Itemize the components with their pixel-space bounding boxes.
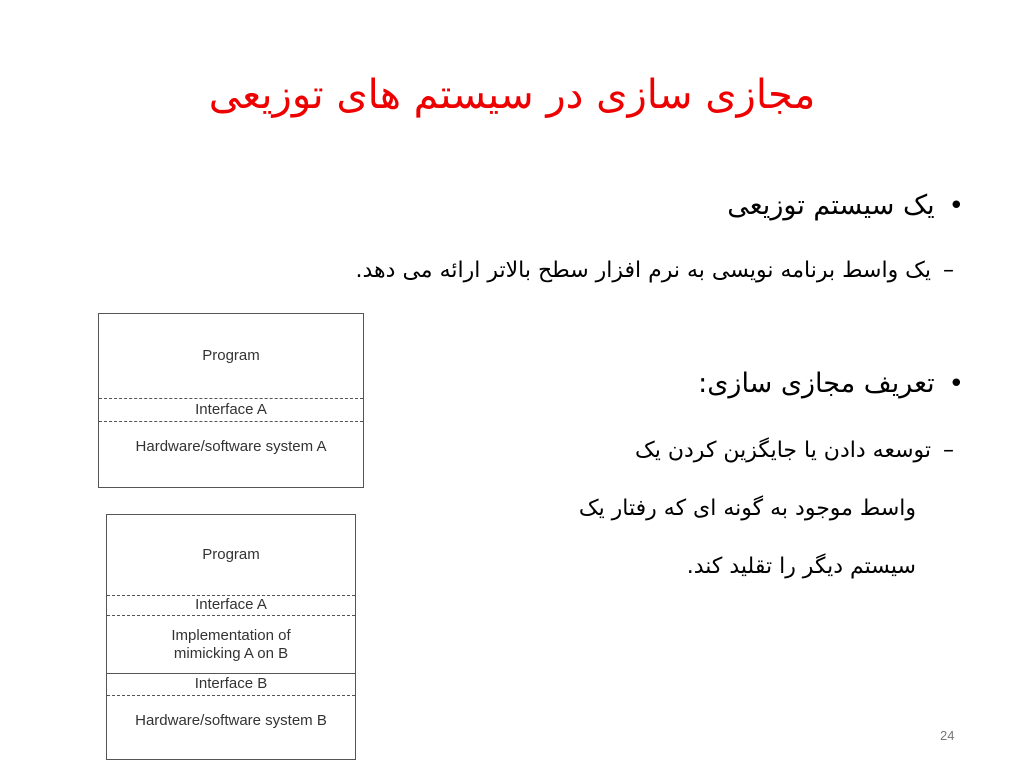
sub-bullet-2 (635, 438, 954, 463)
bullet-marker: • (948, 191, 964, 221)
sub-bullet-text: یک واسط برنامه نویسی به نرم افزار سطح بالاتر ارائه می دهد. (355, 258, 931, 283)
bullet-text: تعریف مجازی سازی: (698, 368, 935, 399)
diagram-a-program: Program (202, 347, 260, 364)
bullet-2 (698, 368, 964, 399)
page-number: 24 (940, 728, 955, 743)
diagram-b-interface-b: Interface B (194, 675, 268, 692)
diagram-b-program: Program (202, 546, 260, 563)
diagram-b-interface-a: Interface A (195, 596, 267, 613)
dash-marker: – (943, 258, 954, 283)
diagram-b (106, 514, 356, 760)
diagram-a-interface: Interface A (195, 401, 267, 418)
diagram-a (98, 313, 364, 488)
diagram-b-system: Hardware/software system B (135, 712, 327, 729)
slide-title: مجازی سازی در سیستم های توزیعی (208, 72, 816, 118)
sub-bullet-text-line-2: واسط موجود به گونه ای که رفتار یک (578, 496, 916, 521)
diagram-b-implementation-line-2: mimicking A on B (173, 644, 289, 662)
bullet-marker: • (948, 369, 964, 399)
diagram-a-system: Hardware/software system A (135, 438, 327, 455)
diagram-b-implementation (107, 616, 355, 673)
bullet-1 (727, 190, 964, 221)
diagram-b-implementation-line-1: Implementation of (171, 626, 291, 644)
bullet-text: یک سیستم توزیعی (727, 190, 935, 221)
sub-bullet-text-line-1: توسعه دادن یا جایگزین کردن یک (635, 438, 931, 463)
sub-bullet-text-line-3: سیستم دیگر را تقلید کند. (686, 554, 916, 579)
sub-bullet-1 (356, 258, 954, 283)
dash-marker: – (943, 438, 954, 463)
